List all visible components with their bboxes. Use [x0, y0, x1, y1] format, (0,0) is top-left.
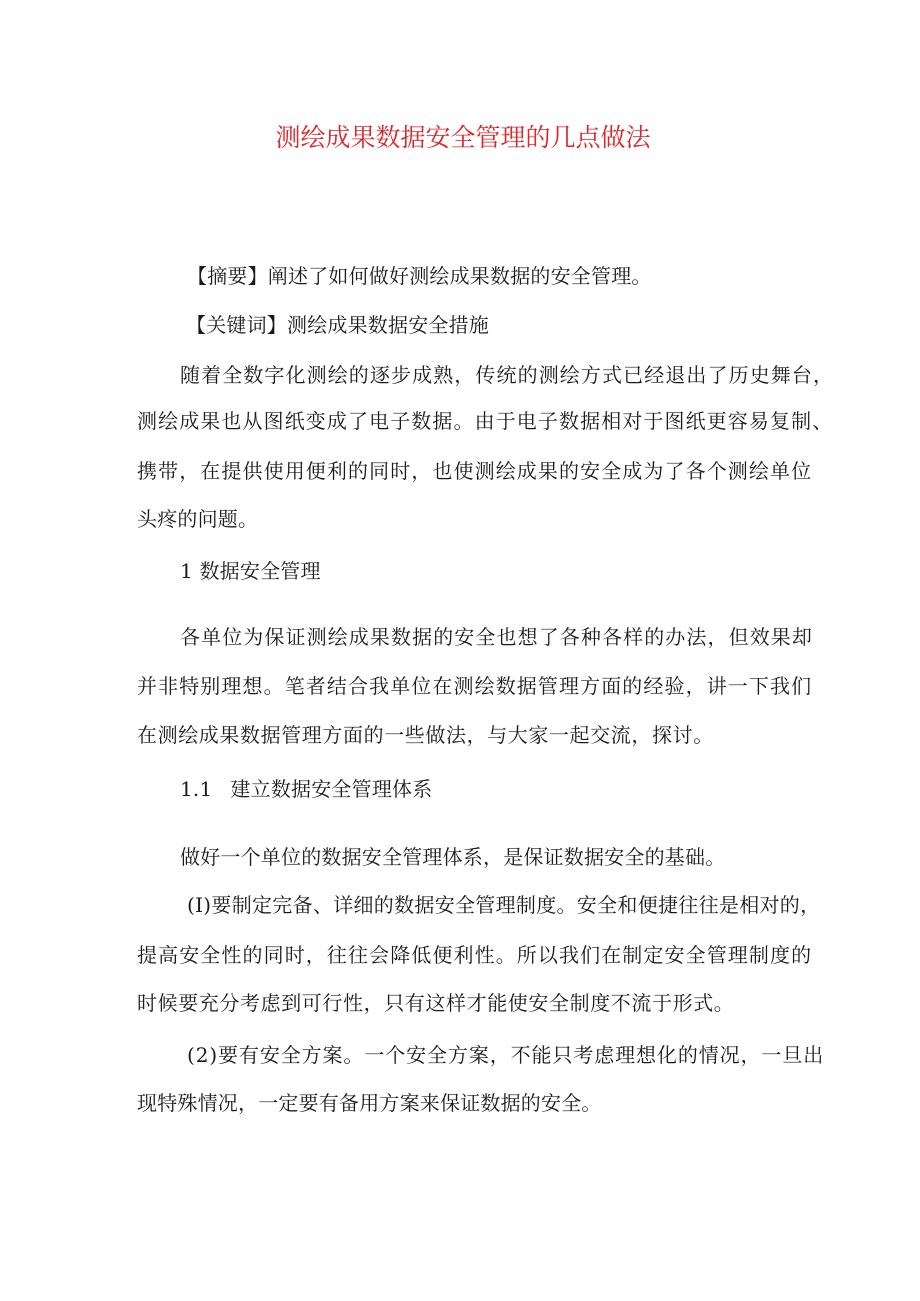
section-1-paragraph-line: 在测绘成果数据管理方面的一些做法，与大家一起交流，探讨。	[137, 723, 714, 747]
item-1-line: (I)要制定完备、详细的数据安全管理制度。安全和便捷往往是相对的，	[187, 893, 821, 917]
item-1-line: 提高安全性的同时，往往会降低便利性。所以我们在制定安全管理制度的	[137, 943, 813, 967]
document-title: 测绘成果数据安全管理的几点做法	[275, 123, 651, 152]
item-1-line: 时候要充分考虑到可行性，只有这样才能使安全制度不流于形式。	[137, 991, 735, 1015]
item-2-line: 现特殊情况，一定要有备用方案来保证数据的安全。	[137, 1091, 602, 1115]
section-1-1-heading	[180, 775, 432, 803]
keywords-line: 【关键词】测绘成果数据安全措施	[186, 313, 489, 337]
section-1-1-number: 1.1	[180, 777, 213, 801]
intro-paragraph-line: 测绘成果也从图纸变成了电子数据。由于电子数据相对于图纸更容易复制、	[137, 409, 834, 433]
section-1-heading: 1 数据安全管理	[180, 559, 321, 583]
section-1-1-title: 建立数据安全管理体系	[230, 777, 433, 801]
item-2-line: (2)要有安全方案。一个安全方案，不能只考虑理想化的情况，一旦出	[187, 1043, 825, 1067]
intro-paragraph-line: 携带，在提供使用便利的同时，也使测绘成果的安全成为了各个测绘单位	[137, 459, 813, 483]
abstract-line: 【摘要】阐述了如何做好测绘成果数据的安全管理。	[187, 264, 652, 288]
intro-paragraph-line: 随着全数字化测绘的逐步成熟，传统的测绘方式已经退出了历史舞台，	[180, 363, 835, 387]
intro-paragraph-line: 头疼的问题。	[137, 507, 259, 531]
section-1-1-intro: 做好一个单位的数据安全管理体系，是保证数据安全的基础。	[180, 845, 726, 869]
section-1-paragraph-line: 并非特别理想。笔者结合我单位在测绘数据管理方面的经验，讲一下我们	[137, 674, 813, 698]
section-1-paragraph-line: 各单位为保证测绘成果数据的安全也想了各种各样的办法，但效果却	[180, 625, 813, 649]
